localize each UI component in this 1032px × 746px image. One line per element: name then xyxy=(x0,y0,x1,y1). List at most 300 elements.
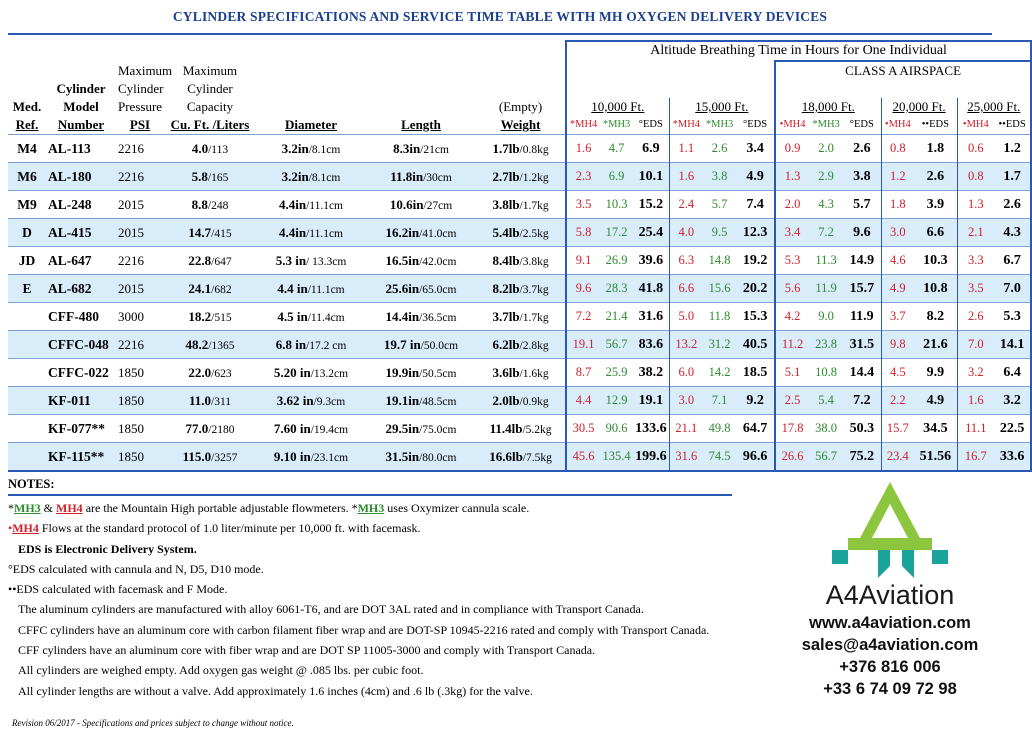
time-t18: 0.9 xyxy=(775,135,809,163)
time-t18: 75.2 xyxy=(843,443,881,472)
note-9: All cylinders are weighed empty. Add oxygen gas weight @ .085 lbs. per cubic foot. xyxy=(18,663,424,678)
time-t18: 10.8 xyxy=(809,359,843,387)
capacity: 4.0/113 xyxy=(164,135,256,163)
time-t15: 15.3 xyxy=(736,303,775,331)
time-t10: 19.1 xyxy=(566,331,600,359)
weight: 1.7lb/0.8kg xyxy=(476,135,566,163)
time-t20: 4.5 xyxy=(881,359,914,387)
time-t10: 12.9 xyxy=(600,387,633,415)
diameter: 4.4 in/11.1cm xyxy=(256,275,366,303)
weight: 3.6lb/1.6kg xyxy=(476,359,566,387)
note-2: •MH4 Flows at the standard protocol of 1.0 liter/minute per 10,000 ft. with facemask. xyxy=(8,521,421,536)
time-t10: 45.6 xyxy=(566,443,600,472)
time-t15: 1.1 xyxy=(669,135,703,163)
note-10: All cylinder lengths are without a valve. Add approximately 1.6 inches (4cm) and .6 lb (.3kg) for the valve. xyxy=(18,683,533,698)
time-t18: 4.2 xyxy=(775,303,809,331)
time-t10: 7.2 xyxy=(566,303,600,331)
time-t18: 3.8 xyxy=(843,163,881,191)
altitude-10000: 10,000 Ft. xyxy=(566,98,669,116)
pressure: 2216 xyxy=(116,331,164,359)
time-t20: 3.9 xyxy=(914,191,957,219)
pressure-h4: PSI xyxy=(129,117,151,132)
model-number: CFF-480 xyxy=(46,303,116,331)
website-link[interactable]: www.a4aviation.com xyxy=(809,614,971,632)
time-t18: 15.7 xyxy=(843,275,881,303)
time-t18: 7.2 xyxy=(809,219,843,247)
capacity: 115.0/3257 xyxy=(164,443,256,472)
time-t10: 2.3 xyxy=(566,163,600,191)
email-link[interactable]: sales@a4aviation.com xyxy=(801,636,979,654)
med-ref: M9 xyxy=(8,191,46,219)
time-t10: 25.9 xyxy=(600,359,633,387)
time-t20: 1.8 xyxy=(914,135,957,163)
time-t10: 15.2 xyxy=(633,191,669,219)
time-t25: 0.6 xyxy=(957,135,994,163)
time-t20: 9.8 xyxy=(881,331,914,359)
spec-table xyxy=(8,40,1032,472)
time-t18: 14.9 xyxy=(843,247,881,275)
time-t20: 21.6 xyxy=(914,331,957,359)
time-t25: 6.4 xyxy=(994,359,1031,387)
sub-mh4-dot: •MH4 xyxy=(957,116,994,135)
med-ref xyxy=(8,303,46,331)
notes-list xyxy=(8,498,738,701)
time-t10: 8.7 xyxy=(566,359,600,387)
time-t18: 31.5 xyxy=(843,331,881,359)
weight: 8.2lb/3.7kg xyxy=(476,275,566,303)
med-ref: M6 xyxy=(8,163,46,191)
time-t10: 28.3 xyxy=(600,275,633,303)
capacity-h3: Capacity xyxy=(186,99,234,114)
capacity: 5.8/165 xyxy=(164,163,256,191)
pressure-h3: Pressure xyxy=(118,99,163,114)
med-ref xyxy=(8,387,46,415)
time-t18: 5.1 xyxy=(775,359,809,387)
time-t25: 11.1 xyxy=(957,415,994,443)
sub-eds: °EDS xyxy=(849,119,874,130)
time-t15: 3.0 xyxy=(669,387,703,415)
diameter: 3.2in/8.1cm xyxy=(256,135,366,163)
weight: 3.7lb/1.7kg xyxy=(476,303,566,331)
time-t25: 2.1 xyxy=(957,219,994,247)
note-3: EDS is Electronic Delivery System. xyxy=(18,541,197,556)
time-t15: 11.8 xyxy=(703,303,736,331)
time-t25: 33.6 xyxy=(994,443,1031,472)
time-t10: 3.5 xyxy=(566,191,600,219)
med-ref xyxy=(8,443,46,472)
capacity: 48.2/1365 xyxy=(164,331,256,359)
diameter: 3.62 in/9.3cm xyxy=(256,387,366,415)
sub-mh4: *MH4 xyxy=(669,116,703,135)
table-row xyxy=(8,163,1031,191)
model-number: CFFC-022 xyxy=(46,359,116,387)
time-t20: 2.2 xyxy=(881,387,914,415)
time-t18: 9.0 xyxy=(809,303,843,331)
sub-mh4: *MH4 xyxy=(566,116,600,135)
time-t10: 19.1 xyxy=(633,387,669,415)
model-number: KF-115** xyxy=(46,443,116,472)
time-t18: 2.0 xyxy=(775,191,809,219)
med-ref xyxy=(8,415,46,443)
model-number: KF-011 xyxy=(46,387,116,415)
pressure: 2015 xyxy=(116,191,164,219)
weight: 2.0lb/0.9kg xyxy=(476,387,566,415)
time-t10: 31.6 xyxy=(633,303,669,331)
table-row xyxy=(8,415,1031,443)
length: 10.6in/27cm xyxy=(366,191,476,219)
time-t10: 39.6 xyxy=(633,247,669,275)
capacity: 18.2/515 xyxy=(164,303,256,331)
time-t20: 23.4 xyxy=(881,443,914,472)
time-t25: 2.6 xyxy=(957,303,994,331)
table-row xyxy=(8,331,1031,359)
time-t15: 7.1 xyxy=(703,387,736,415)
capacity: 77.0/2180 xyxy=(164,415,256,443)
altitude-20000: 20,000 Ft. xyxy=(881,98,957,116)
time-t10: 17.2 xyxy=(600,219,633,247)
note-6: The aluminum cylinders are manufactured with alloy 6061-T6, and are DOT 3AL rated and in compliance with Transport Canada. xyxy=(18,602,644,617)
phone-1: +376 816 006 xyxy=(839,658,941,676)
length: 11.8in/30cm xyxy=(366,163,476,191)
length-header: Length xyxy=(401,117,441,132)
weight-h1: (Empty) xyxy=(498,99,543,114)
model-number: AL-180 xyxy=(46,163,116,191)
a4aviation-logo-icon xyxy=(820,478,960,588)
pressure: 2015 xyxy=(116,219,164,247)
time-t20: 10.3 xyxy=(914,247,957,275)
time-t15: 5.0 xyxy=(669,303,703,331)
time-t18: 23.8 xyxy=(809,331,843,359)
time-t25: 3.3 xyxy=(957,247,994,275)
model-number: AL-647 xyxy=(46,247,116,275)
time-t15: 40.5 xyxy=(736,331,775,359)
time-t15: 4.9 xyxy=(736,163,775,191)
time-t25: 4.3 xyxy=(994,219,1031,247)
time-t10: 21.4 xyxy=(600,303,633,331)
time-t18: 38.0 xyxy=(809,415,843,443)
time-t15: 21.1 xyxy=(669,415,703,443)
time-t15: 18.5 xyxy=(736,359,775,387)
time-t18: 17.8 xyxy=(775,415,809,443)
length: 19.9in/50.5cm xyxy=(366,359,476,387)
diameter: 5.3 in/ 13.3cm xyxy=(256,247,366,275)
capacity: 8.8/248 xyxy=(164,191,256,219)
pressure: 2015 xyxy=(116,275,164,303)
time-t18: 5.3 xyxy=(775,247,809,275)
diameter: 4.4in/11.1cm xyxy=(256,219,366,247)
time-t25: 14.1 xyxy=(994,331,1031,359)
model-number: AL-248 xyxy=(46,191,116,219)
med-ref xyxy=(8,331,46,359)
time-t15: 4.0 xyxy=(669,219,703,247)
ref-h2: Ref. xyxy=(15,117,39,132)
time-t18: 1.3 xyxy=(775,163,809,191)
page-title: CYLINDER SPECIFICATIONS AND SERVICE TIME TABLE WITH MH OXYGEN DELIVERY DEVICES xyxy=(172,9,828,24)
time-t10: 90.6 xyxy=(600,415,633,443)
time-t10: 4.4 xyxy=(566,387,600,415)
pressure: 1850 xyxy=(116,415,164,443)
weight: 8.4lb/3.8kg xyxy=(476,247,566,275)
time-t18: 11.9 xyxy=(843,303,881,331)
time-t15: 31.6 xyxy=(669,443,703,472)
time-t18: 9.6 xyxy=(843,219,881,247)
length: 19.1in/48.5cm xyxy=(366,387,476,415)
pressure: 1850 xyxy=(116,387,164,415)
sub-eds: °EDS xyxy=(638,119,663,130)
altitude-18000: 18,000 Ft. xyxy=(775,98,881,116)
time-t10: 5.8 xyxy=(566,219,600,247)
time-t10: 135.4 xyxy=(600,443,633,472)
time-t25: 3.5 xyxy=(957,275,994,303)
diameter: 4.5 in/11.4cm xyxy=(256,303,366,331)
model-number: KF-077** xyxy=(46,415,116,443)
time-t15: 15.6 xyxy=(703,275,736,303)
length: 14.4in/36.5cm xyxy=(366,303,476,331)
time-t18: 4.3 xyxy=(809,191,843,219)
table-row xyxy=(8,247,1031,275)
time-t15: 1.6 xyxy=(669,163,703,191)
time-t25: 7.0 xyxy=(994,275,1031,303)
time-t10: 133.6 xyxy=(633,415,669,443)
time-t15: 12.3 xyxy=(736,219,775,247)
pressure: 1850 xyxy=(116,359,164,387)
table-row xyxy=(8,359,1031,387)
sub-mh3: *MH3 xyxy=(812,119,840,130)
time-t20: 51.56 xyxy=(914,443,957,472)
note-8: CFF cylinders have an aluminum core with fiber wrap and are DOT SP 11005-3000 and comply with Transport Canada. xyxy=(18,643,596,658)
time-t25: 1.3 xyxy=(957,191,994,219)
time-t10: 199.6 xyxy=(633,443,669,472)
time-t15: 19.2 xyxy=(736,247,775,275)
time-t20: 3.0 xyxy=(881,219,914,247)
time-t18: 26.6 xyxy=(775,443,809,472)
length: 31.5in/80.0cm xyxy=(366,443,476,472)
ref-h1: Med. xyxy=(12,99,42,114)
time-t20: 0.8 xyxy=(881,135,914,163)
table-row xyxy=(8,275,1031,303)
time-t18: 11.2 xyxy=(775,331,809,359)
time-t25: 2.6 xyxy=(994,191,1031,219)
model-number: AL-415 xyxy=(46,219,116,247)
sub-eds-dots: ••EDS xyxy=(921,119,949,130)
capacity: 11.0/311 xyxy=(164,387,256,415)
weight: 2.7lb/1.2kg xyxy=(476,163,566,191)
model-number: AL-113 xyxy=(46,135,116,163)
time-t18: 2.9 xyxy=(809,163,843,191)
time-t10: 25.4 xyxy=(633,219,669,247)
time-t15: 96.6 xyxy=(736,443,775,472)
sub-eds: °EDS xyxy=(743,119,768,130)
table-row xyxy=(8,387,1031,415)
time-t20: 4.6 xyxy=(881,247,914,275)
diameter: 4.4in/11.1cm xyxy=(256,191,366,219)
time-t18: 11.3 xyxy=(809,247,843,275)
time-t10: 38.2 xyxy=(633,359,669,387)
sub-mh3: *MH3 xyxy=(602,119,631,130)
pressure-h2: Cylinder xyxy=(118,81,164,96)
pressure: 1850 xyxy=(116,443,164,472)
time-t15: 31.2 xyxy=(703,331,736,359)
notes-divider xyxy=(8,494,732,496)
sub-mh3: *MH3 xyxy=(705,119,734,130)
time-t25: 7.0 xyxy=(957,331,994,359)
time-t20: 6.6 xyxy=(914,219,957,247)
time-t20: 1.2 xyxy=(881,163,914,191)
time-t10: 6.9 xyxy=(633,135,669,163)
time-t25: 0.8 xyxy=(957,163,994,191)
table-row xyxy=(8,219,1031,247)
capacity: 24.1/682 xyxy=(164,275,256,303)
model-h1: Cylinder xyxy=(56,81,106,96)
model-number: CFFC-048 xyxy=(46,331,116,359)
diameter-header: Diameter xyxy=(285,117,337,132)
time-t20: 2.6 xyxy=(914,163,957,191)
time-t15: 49.8 xyxy=(703,415,736,443)
altitude-title: Altitude Breathing Time in Hours for One Individual xyxy=(566,41,1031,61)
time-t15: 7.4 xyxy=(736,191,775,219)
phone-2: +33 6 74 09 72 98 xyxy=(823,680,957,698)
model-h2: Model xyxy=(63,99,99,114)
model-number: AL-682 xyxy=(46,275,116,303)
time-t25: 16.7 xyxy=(957,443,994,472)
time-t15: 9.2 xyxy=(736,387,775,415)
contact-block xyxy=(770,612,1010,700)
time-t25: 3.2 xyxy=(994,387,1031,415)
model-h3: Number xyxy=(57,117,105,132)
time-t15: 6.0 xyxy=(669,359,703,387)
time-t25: 6.7 xyxy=(994,247,1031,275)
time-t25: 5.3 xyxy=(994,303,1031,331)
capacity-h2: Cylinder xyxy=(187,81,233,96)
note-7: CFFC cylinders have an aluminum core with carbon filament fiber wrap and are DOT-SP 10945-2216 rated and comply with Transport Canada. xyxy=(18,622,710,637)
time-t15: 13.2 xyxy=(669,331,703,359)
time-t18: 5.6 xyxy=(775,275,809,303)
pressure-h1: Maximum xyxy=(118,63,173,78)
time-t18: 2.5 xyxy=(775,387,809,415)
time-t20: 4.9 xyxy=(881,275,914,303)
capacity: 14.7/415 xyxy=(164,219,256,247)
time-t10: 1.6 xyxy=(566,135,600,163)
capacity-h1: Maximum xyxy=(182,63,238,78)
pressure: 2216 xyxy=(116,135,164,163)
time-t10: 10.1 xyxy=(633,163,669,191)
note-1: *MH3 & MH4 are the Mountain High portable adjustable flowmeters. *MH3 uses Oxymizer cannula scale. xyxy=(8,501,530,515)
time-t10: 9.1 xyxy=(566,247,600,275)
weight: 6.2lb/2.8kg xyxy=(476,331,566,359)
time-t15: 9.5 xyxy=(703,219,736,247)
time-t18: 56.7 xyxy=(809,443,843,472)
sub-mh4-dot: •MH4 xyxy=(775,116,809,135)
time-t15: 3.4 xyxy=(736,135,775,163)
time-t25: 22.5 xyxy=(994,415,1031,443)
time-t18: 7.2 xyxy=(843,387,881,415)
time-t15: 64.7 xyxy=(736,415,775,443)
time-t18: 50.3 xyxy=(843,415,881,443)
weight: 16.6lb/7.5kg xyxy=(476,443,566,472)
length: 29.5in/75.0cm xyxy=(366,415,476,443)
time-t10: 4.7 xyxy=(600,135,633,163)
capacity-h4: Cu. Ft. /Liters xyxy=(170,117,250,132)
note-4: °EDS calculated with cannula and N, D5, D10 mode. xyxy=(8,561,264,576)
time-t10: 6.9 xyxy=(600,163,633,191)
time-t15: 14.2 xyxy=(703,359,736,387)
diameter: 7.60 in/19.4cm xyxy=(256,415,366,443)
time-t20: 9.9 xyxy=(914,359,957,387)
diameter: 9.10 in/23.1cm xyxy=(256,443,366,472)
table-row xyxy=(8,191,1031,219)
diameter: 5.20 in/13.2cm xyxy=(256,359,366,387)
sub-eds-dots: ••EDS xyxy=(994,116,1031,135)
table-row xyxy=(8,303,1031,331)
pressure: 2216 xyxy=(116,247,164,275)
altitude-15000: 15,000 Ft. xyxy=(669,98,775,116)
notes-title: NOTES: xyxy=(8,477,55,491)
time-t10: 83.6 xyxy=(633,331,669,359)
time-t18: 14.4 xyxy=(843,359,881,387)
brand-name: A4Aviation xyxy=(825,580,955,610)
note-5: ••EDS calculated with facemask and F Mode. xyxy=(8,582,228,597)
time-t15: 2.4 xyxy=(669,191,703,219)
time-t10: 26.9 xyxy=(600,247,633,275)
weight-h2: Weight xyxy=(500,117,541,132)
length: 8.3in/21cm xyxy=(366,135,476,163)
time-t18: 5.7 xyxy=(843,191,881,219)
revision-note: Revision 06/2017 - Specifications and prices subject to change without notice. xyxy=(12,718,294,728)
time-t18: 2.6 xyxy=(843,135,881,163)
time-t18: 5.4 xyxy=(809,387,843,415)
time-t20: 15.7 xyxy=(881,415,914,443)
time-t20: 1.8 xyxy=(881,191,914,219)
capacity: 22.0/623 xyxy=(164,359,256,387)
diameter: 6.8 in/17.2 cm xyxy=(256,331,366,359)
diameter: 3.2in/8.1cm xyxy=(256,163,366,191)
time-t10: 30.5 xyxy=(566,415,600,443)
time-t15: 6.3 xyxy=(669,247,703,275)
time-t10: 10.3 xyxy=(600,191,633,219)
pressure: 3000 xyxy=(116,303,164,331)
length: 25.6in/65.0cm xyxy=(366,275,476,303)
time-t15: 74.5 xyxy=(703,443,736,472)
time-t25: 1.2 xyxy=(994,135,1031,163)
length: 16.2in/41.0cm xyxy=(366,219,476,247)
time-t15: 6.6 xyxy=(669,275,703,303)
time-t15: 20.2 xyxy=(736,275,775,303)
time-t20: 3.7 xyxy=(881,303,914,331)
table-row xyxy=(8,135,1031,163)
length: 16.5in/42.0cm xyxy=(366,247,476,275)
time-t10: 9.6 xyxy=(566,275,600,303)
med-ref: JD xyxy=(8,247,46,275)
time-t10: 56.7 xyxy=(600,331,633,359)
pressure: 2216 xyxy=(116,163,164,191)
table-row xyxy=(8,443,1031,472)
med-ref: D xyxy=(8,219,46,247)
time-t25: 1.7 xyxy=(994,163,1031,191)
time-t15: 2.6 xyxy=(703,135,736,163)
time-t18: 2.0 xyxy=(809,135,843,163)
time-t20: 34.5 xyxy=(914,415,957,443)
weight: 11.4lb/5.2kg xyxy=(476,415,566,443)
time-t18: 3.4 xyxy=(775,219,809,247)
time-t18: 11.9 xyxy=(809,275,843,303)
weight: 3.8lb/1.7kg xyxy=(476,191,566,219)
time-t15: 14.8 xyxy=(703,247,736,275)
med-ref xyxy=(8,359,46,387)
title-divider xyxy=(8,33,992,35)
time-t15: 3.8 xyxy=(703,163,736,191)
time-t20: 10.8 xyxy=(914,275,957,303)
length: 19.7 in/50.0cm xyxy=(366,331,476,359)
